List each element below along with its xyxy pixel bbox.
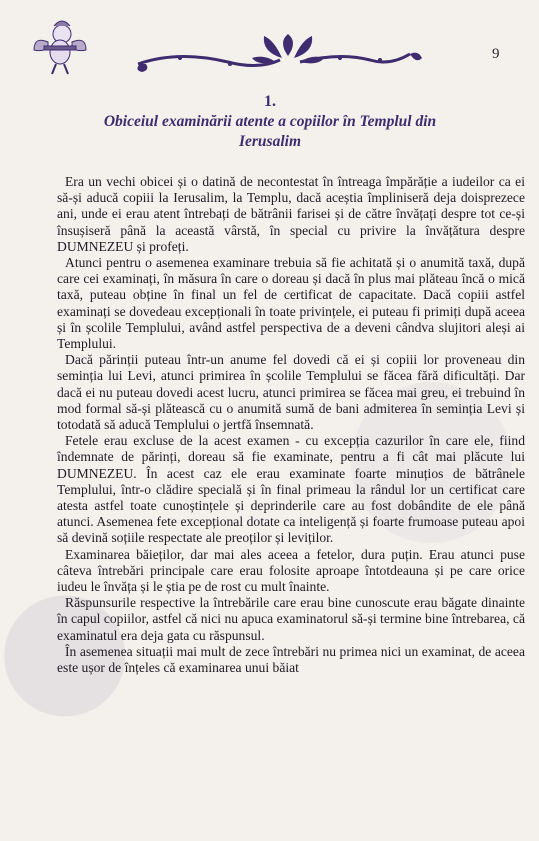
paragraph: Răspunsurile respective la întrebările care erau bine cunoscute erau băgate dinainte în capul copiilor, astfel că nici nu apuca examinatorul să-și termine bine întrebarea, că examinatul era deja gata cu răspunsul. xyxy=(57,595,525,643)
page-number: 9 xyxy=(492,46,500,62)
cherub-and-flourish-ornament xyxy=(30,12,440,76)
chapter-title: Obiceiul examinării atente a copiilor în Templul din Ierusalim xyxy=(103,113,437,150)
paragraph: Dacă părinții puteau într-un anume fel dovedi că ei și copiii lor proveneau din seminția lui Levi, atunci primirea în școlile Templului se făcea fără dificultăți. Dar dacă ei nu puteau dovedi acest lucru, atunci primirea se făcea mai greu, ei trebuind în mod formal să-și plătească cu o anumită sumă de bani admiterea în seminția Levi și totodată să aducă Templului o jertfă însemnată. xyxy=(57,352,525,433)
paragraph: Era un vechi obicei și o datină de necontestat în întreaga împărăție a iudeilor ca ei să-și aducă copiii la Ierusalim, la Templu, dacă aceștia împliniseră deja doisprezece ani, unde ei erau atent întrebați de bătrânii farisei și de către învățați despre tot ce-și însușiseră până la această vârstă, în special cu privire la învățătura despre DUMNEZEU și profeți. xyxy=(57,174,525,254)
paragraph: Examinarea băieților, dar mai ales aceea a fetelor, dura puțin. Erau atunci puse câteva întrebări principale care erau folosite aproape întotdeauna și pe care orice iudeu le învăța și le știa pe de rost cu mult înainte. xyxy=(57,546,525,595)
paragraph: Atunci pentru o asemenea examinare trebuia să fie achitată și o anumită taxă, după care cei examinați, în măsura în care o doreau și dacă în plus mai plăteau încă o mică taxă, puteau obține în final un fel de certificat de capacitate. Dacă copiii astfel examinați se dovedeau excepționali în toate privințele, ei puteau fi primiți după aceea și în școlile Templului, având astfel perspectiva de a deveni cândva slujitori aleși ai Templului. xyxy=(57,255,525,352)
chapter-heading xyxy=(60,92,480,152)
body-text xyxy=(57,174,525,676)
paragraph: Fetele erau excluse de la acest examen - cu excepția cazurilor în care ele, fiind îndemnate de părinți, doreau să fie examinate, pentru a fi cât mai plăcute lui DUMNEZEU. În acest caz ele erau examinate foarte minuțios de bătrânele Templului, într-o clădire specială și în final primeau la rândul lor un certificat care atesta astfel toate cunoștințele și deprinderile care au fost dobândite de ele până atunci. Asemenea fete excepțional dotate ca inteligență și foarte frumoase puteau apoi să devină soțiile respectate ale preoților și leviților. xyxy=(57,433,525,546)
chapter-number: 1. xyxy=(264,93,276,110)
paragraph: În asemenea situații mai mult de zece întrebări nu primea nici un examinat, de aceea este ușor de înțeles că examinarea unui băiat xyxy=(57,643,525,676)
